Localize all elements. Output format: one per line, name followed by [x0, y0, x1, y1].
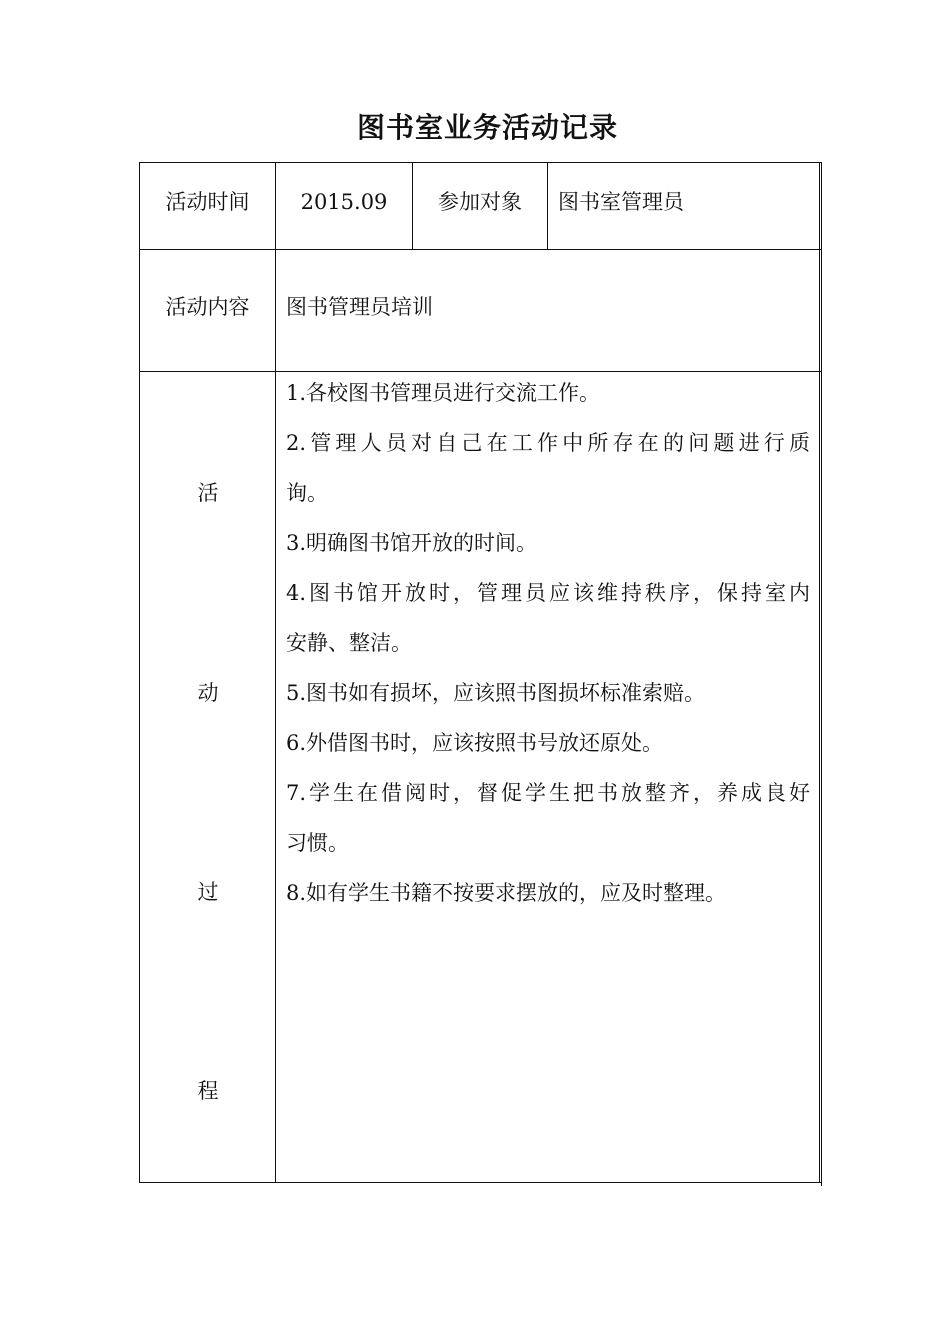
table-right-border-outer [821, 162, 822, 1186]
process-line-10: 习惯。 [286, 831, 349, 855]
participants-label: 参加对象 [438, 190, 522, 214]
table-bottom-border [140, 1182, 821, 1183]
process-line-6: 安静、整洁。 [286, 631, 412, 655]
table-right-border [819, 162, 820, 1183]
process-label-char-2: 动 [197, 681, 219, 705]
participants-value: 图书室管理员 [558, 190, 684, 214]
row-divider-1 [140, 249, 821, 250]
row-divider-2 [140, 371, 821, 372]
page-title: 图书室业务活动记录 [356, 111, 618, 144]
table-top-border [140, 162, 821, 163]
process-line-5: 4.图书馆开放时，管理员应该维持秩序，保持室内 [286, 581, 810, 605]
process-line-7: 5.图书如有损坏，应该照书图损坏标准索赔。 [286, 681, 706, 705]
process-line-4: 3.明确图书馆开放的时间。 [286, 531, 538, 555]
process-line-1: 1.各校图书管理员进行交流工作。 [286, 381, 601, 405]
process-label-char-3: 过 [197, 880, 219, 904]
activity-time-value: 2015.09 [300, 190, 388, 214]
process-line-3: 询。 [286, 481, 328, 505]
process-label-char-4: 程 [197, 1079, 219, 1103]
row1-divider-b [547, 162, 548, 250]
process-line-2: 2.管理人员对自己在工作中所存在的问题进行质 [286, 431, 810, 455]
activity-content-value: 图书管理员培训 [286, 295, 433, 319]
label-column-divider [275, 162, 276, 1183]
process-label-char-1: 活 [197, 481, 219, 505]
process-line-8: 6.外借图书时，应该按照书号放还原处。 [286, 731, 664, 755]
process-line-11: 8.如有学生书籍不按要求摆放的，应及时整理。 [286, 881, 727, 905]
activity-time-label: 活动时间 [165, 190, 250, 214]
activity-content-label: 活动内容 [165, 295, 250, 319]
process-line-9: 7.学生在借阅时，督促学生把书放整齐，养成良好 [286, 781, 810, 805]
